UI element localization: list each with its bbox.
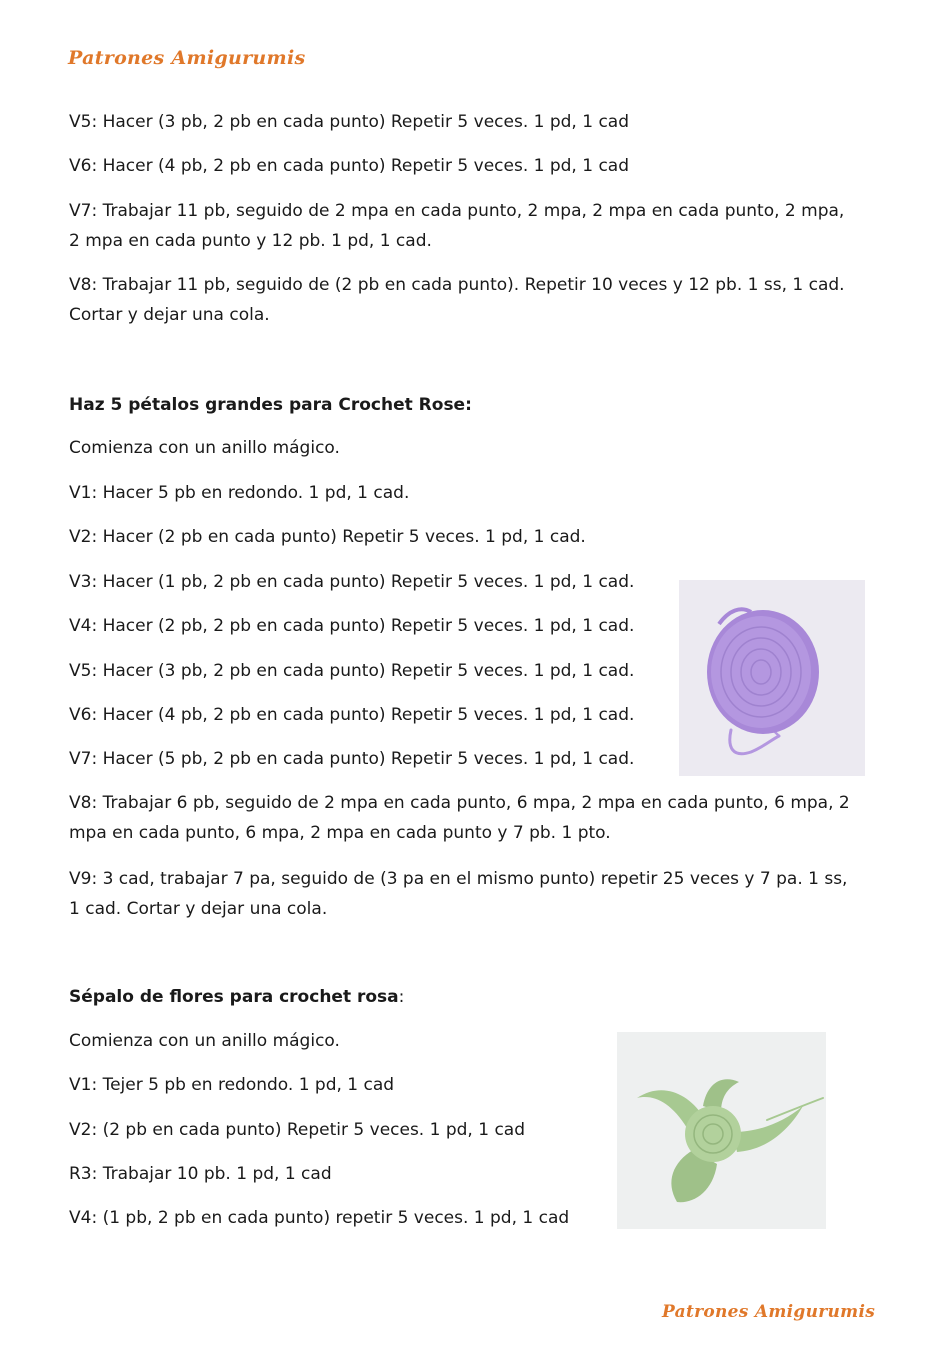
sepal-row-v2: V2: (2 pb en cada punto) Repetir 5 veces. 1 pd, 1 cad: [69, 1120, 526, 1140]
petals-row-v3: V3: Hacer (1 pb, 2 pb en cada punto) Repetir 5 veces. 1 pd, 1 cad.: [69, 572, 635, 592]
brand-logo-bottom: Patrones Amigurumis: [662, 1302, 876, 1322]
petals-row-v5: V5: Hacer (3 pb, 2 pb en cada punto) Repetir 5 veces. 1 pd, 1 cad.: [69, 661, 635, 681]
sepal-heading-colon: :: [398, 987, 405, 1007]
sepal-leaf-right: [733, 1106, 803, 1152]
petal-yarn-tail: [730, 730, 779, 754]
petals-row-v4: V4: Hacer (2 pb, 2 pb en cada punto) Repetir 5 veces. 1 pd, 1 cad.: [69, 616, 635, 636]
sepal-heading-text: Sépalo de flores para crochet rosa: [69, 987, 399, 1007]
sepal-row-v1: V1: Tejer 5 pb en redondo. 1 pd, 1 cad: [69, 1075, 395, 1095]
petals-heading: Haz 5 pétalos grandes para Crochet Rose:: [69, 395, 472, 415]
sepal-heading: [69, 982, 404, 1012]
intro-row-v6: V6: Hacer (4 pb, 2 pb en cada punto) Repetir 5 veces. 1 pd, 1 cad: [69, 156, 630, 176]
intro-row-v8: V8: Trabajar 11 pb, seguido de (2 pb en cada punto). Repetir 10 veces y 12 pb. 1 ss, 1 cad. Cortar y dejar una cola.: [69, 275, 845, 325]
petals-row-v9: V9: 3 cad, trabajar 7 pa, seguido de (3 pa en el mismo punto) repetir 25 veces y 7 pa. 1 ss, 1 cad. Cortar y dejar una cola.: [69, 869, 848, 919]
petals-row-v2: V2: Hacer (2 pb en cada punto) Repetir 5 veces. 1 pd, 1 cad.: [69, 527, 586, 547]
intro-row-v5: V5: Hacer (3 pb, 2 pb en cada punto) Repetir 5 veces. 1 pd, 1 cad: [69, 112, 630, 132]
sepal-intro: Comienza con un anillo mágico.: [69, 1031, 340, 1051]
petals-row-v8: V8: Trabajar 6 pb, seguido de 2 mpa en cada punto, 6 mpa, 2 mpa en cada punto, 6 mpa, 2 mpa en cada punto, 6 mpa, 2 mpa en cada punto y 7 pb. 1 pto.: [69, 793, 850, 843]
brand-logo-top: Patrones Amigurumis: [68, 47, 306, 69]
petal-photo: [679, 580, 865, 776]
petals-row-v7: V7: Hacer (5 pb, 2 pb en cada punto) Repetir 5 veces. 1 pd, 1 cad.: [69, 749, 635, 769]
petal-body: [711, 616, 811, 728]
petals-row-v1: V1: Hacer 5 pb en redondo. 1 pd, 1 cad.: [69, 483, 410, 503]
petals-intro: Comienza con un anillo mágico.: [69, 438, 340, 458]
sepal-photo: [617, 1032, 826, 1229]
petal-yarn-tail-end: [775, 732, 779, 736]
sepal-row-r3: R3: Trabajar 10 pb. 1 pd, 1 cad: [69, 1164, 332, 1184]
sepal-row-v4: V4: (1 pb, 2 pb en cada punto) repetir 5 veces. 1 pd, 1 cad: [69, 1208, 570, 1228]
petals-row-v6: V6: Hacer (4 pb, 2 pb en cada punto) Repetir 5 veces. 1 pd, 1 cad.: [69, 705, 635, 725]
intro-row-v7: V7: Trabajar 11 pb, seguido de 2 mpa en cada punto, 2 mpa, 2 mpa en cada punto, 2 mpa, 2 mpa en cada punto y 12 pb. 1 pd, 1 cad.: [69, 201, 845, 251]
